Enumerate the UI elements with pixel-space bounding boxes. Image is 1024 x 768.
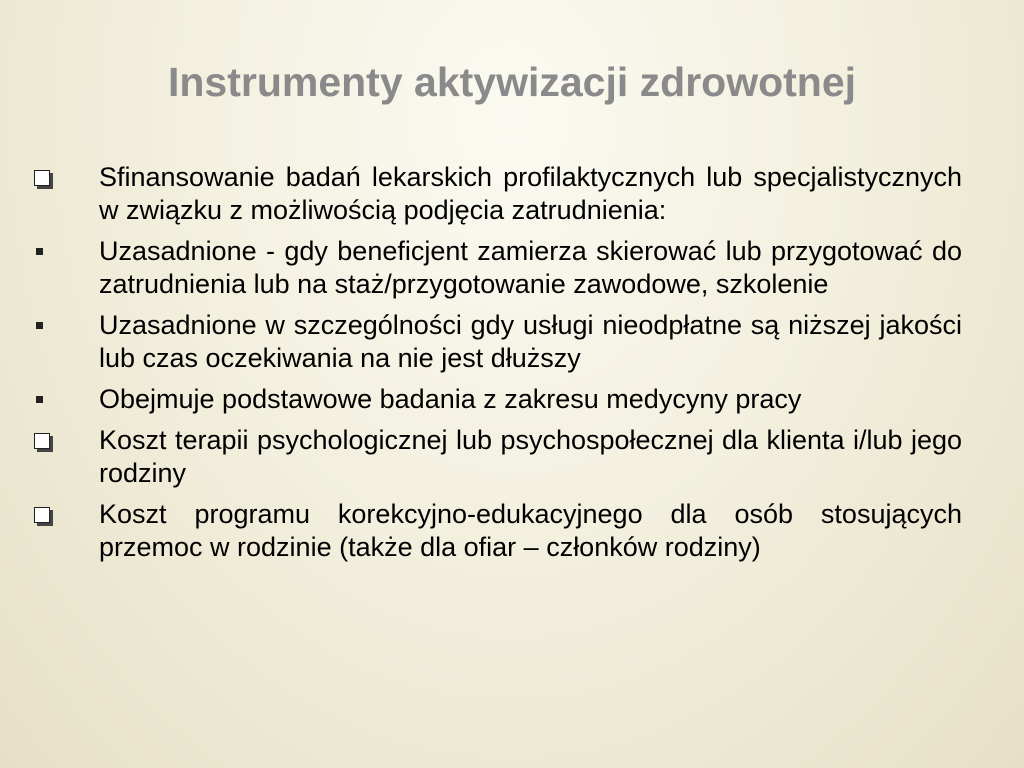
square-bullet-icon	[32, 309, 72, 343]
list-item-text: Uzasadnione w szczególności gdy usługi nieodpłatne są niższej jakości lub czas oczekiwania na nie jest dłuższy	[99, 310, 962, 373]
list-item-text: Uzasadnione - gdy beneficjent zamierza skierować lub przygotować do zatrudnienia lub na staż/przygotowanie zawodowe, szkolenie	[99, 236, 962, 299]
list-item	[0, 424, 1024, 490]
list-item	[0, 161, 1024, 227]
list-item-text: Koszt terapii psychologicznej lub psychospołecznej dla klienta i/lub jego rodziny	[99, 425, 962, 488]
checkbox-icon	[32, 424, 72, 458]
bullet-list	[0, 161, 1024, 572]
list-item	[0, 383, 1024, 416]
list-item	[0, 498, 1024, 564]
checkbox-icon	[32, 498, 72, 532]
list-item	[0, 235, 1024, 301]
slide-title: Instrumenty aktywizacji zdrowotnej	[167, 59, 857, 105]
list-item-text: Obejmuje podstawowe badania z zakresu medycyny pracy	[99, 384, 802, 414]
checkbox-icon	[32, 161, 72, 195]
square-bullet-icon	[32, 235, 72, 269]
square-bullet-icon	[32, 383, 72, 417]
list-item	[0, 309, 1024, 375]
list-item-text: Sfinansowanie badań lekarskich profilaktycznych lub specjalistycznych w związku z możliwością podjęcia zatrudnienia:	[99, 162, 962, 225]
list-item-text: Koszt programu korekcyjno-edukacyjnego dla osób stosujących przemoc w rodzinie (także dla ofiar – członków rodziny)	[99, 499, 962, 562]
